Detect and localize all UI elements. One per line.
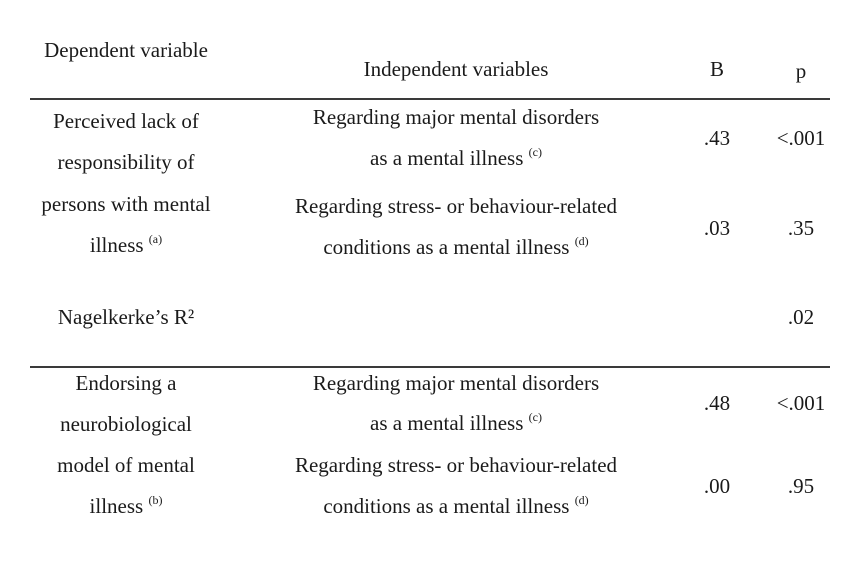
block1-dependent-line4-text: illness: [89, 233, 144, 257]
block2-dependent-line1: Endorsing a: [75, 371, 177, 395]
block1-row1-note: (c): [528, 145, 542, 159]
block1-dependent-note: (a): [148, 232, 163, 246]
block2-dependent-line3: model of mental: [57, 453, 195, 477]
block2-row2-note: (d): [574, 493, 589, 507]
block1-row1-p: <.001: [776, 126, 826, 150]
block2-row1-independent-line2-text: as a mental illness: [370, 411, 524, 435]
block1-row1-independent-line1: Regarding major mental disorders: [312, 105, 600, 129]
block2-dependent-line2: neurobiological: [60, 412, 192, 436]
block1-r2-label: Nagelkerke’s R²: [57, 305, 195, 329]
block2-dependent-line4-text: illness: [89, 494, 144, 518]
block1-row1-independent-line2-text: as a mental illness: [370, 146, 524, 170]
block1-row2-note: (d): [574, 234, 589, 248]
header-independent-variables: Independent variables: [363, 57, 549, 81]
block1-dependent-line4: [89, 232, 163, 257]
block1-row2-independent-line2: [323, 234, 589, 259]
block1-row2-independent-line2-text: conditions as a mental illness: [323, 235, 570, 259]
block2-row1-independent-line1: Regarding major mental disorders: [312, 371, 600, 395]
block1-dependent-line1: Perceived lack of: [53, 109, 199, 133]
block1-dependent-line2: responsibility of: [57, 150, 195, 174]
block2-dependent-line4: [89, 493, 163, 518]
block1-row2-b: .03: [703, 216, 731, 240]
block2-row1-p: <.001: [776, 391, 826, 415]
block2-dependent-note: (b): [148, 493, 163, 507]
block-separator-rule: [30, 366, 830, 368]
block2-row2-independent-line1: Regarding stress- or behaviour-related: [294, 453, 618, 477]
block1-row2-p: .35: [787, 216, 815, 240]
block2-row2-independent-line2-text: conditions as a mental illness: [323, 494, 570, 518]
block1-row2-independent-line1: Regarding stress- or behaviour-related: [294, 194, 618, 218]
block2-row2-b: .00: [703, 474, 731, 498]
block2-row1-b: .48: [703, 391, 731, 415]
block2-row2-independent-line2: [323, 493, 589, 518]
block1-r2-value: .02: [787, 305, 815, 329]
block2-row2-p: .95: [787, 474, 815, 498]
header-dependent-variable: Dependent variable: [44, 38, 208, 62]
header-rule: [30, 98, 830, 100]
header-p: p: [795, 59, 807, 83]
block2-row1-note: (c): [528, 410, 542, 424]
block1-dependent-line3: persons with mental: [41, 192, 211, 216]
block2-row1-independent-line2: [370, 410, 542, 435]
block1-row1-independent-line2: [370, 145, 542, 170]
block1-row1-b: .43: [703, 126, 731, 150]
header-b: B: [709, 57, 725, 81]
